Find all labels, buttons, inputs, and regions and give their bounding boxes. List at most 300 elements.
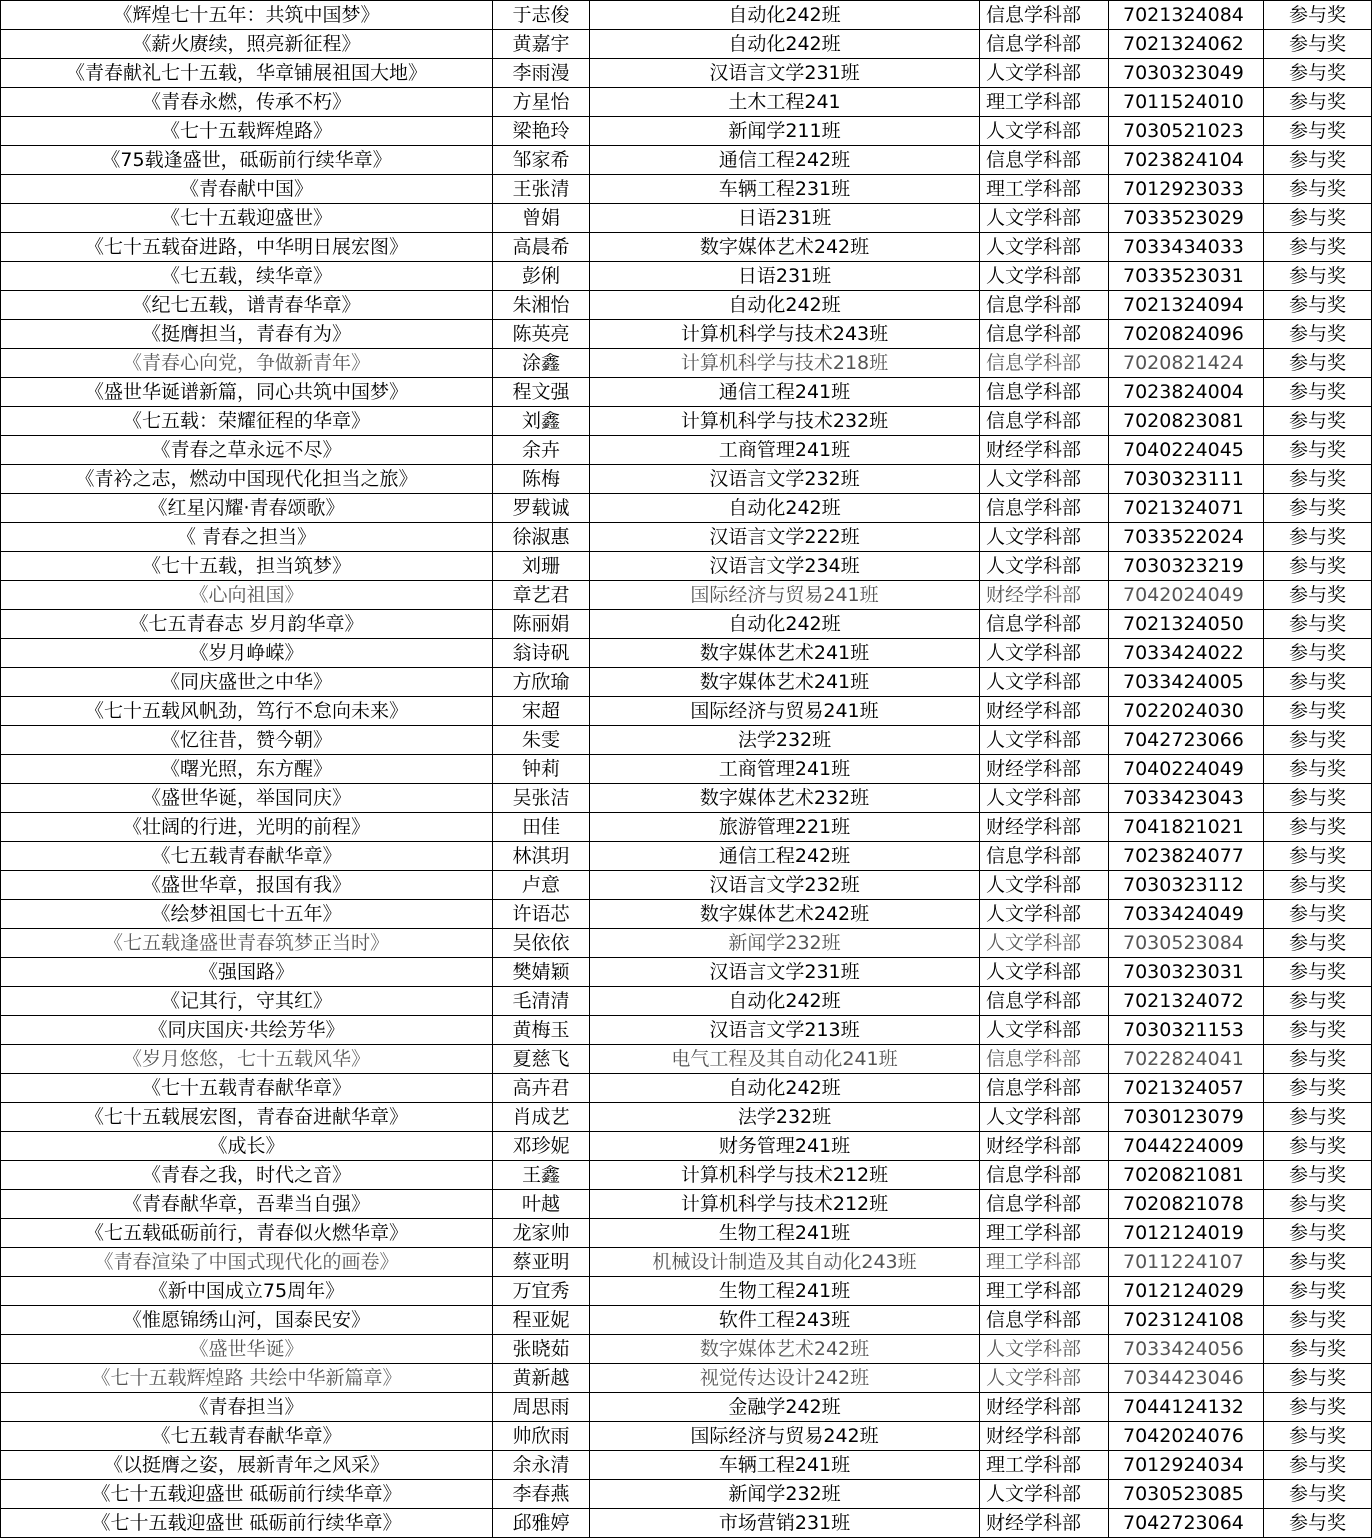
department-cell[interactable]: 财经学科部: [980, 813, 1109, 842]
student-name-cell[interactable]: 黄新越: [493, 1364, 590, 1393]
class-cell[interactable]: 计算机科学与技术218班: [590, 349, 980, 378]
work-title-cell[interactable]: 《七十五载奋进路，中华明日展宏图》: [1, 233, 493, 262]
class-cell[interactable]: 计算机科学与技术232班: [590, 407, 980, 436]
department-cell[interactable]: 信息学科部: [980, 407, 1109, 436]
class-cell[interactable]: 自动化242班: [590, 291, 980, 320]
student-name-cell[interactable]: 方星怡: [493, 88, 590, 117]
student-name-cell[interactable]: 宋超: [493, 697, 590, 726]
award-cell[interactable]: 参与奖: [1264, 1132, 1372, 1161]
department-cell[interactable]: 信息学科部: [980, 349, 1109, 378]
department-cell[interactable]: 财经学科部: [980, 1132, 1109, 1161]
award-cell[interactable]: 参与奖: [1264, 784, 1372, 813]
award-cell[interactable]: 参与奖: [1264, 1451, 1372, 1480]
student-id-cell[interactable]: 7021324084: [1109, 1, 1264, 30]
student-name-cell[interactable]: 肖成艺: [493, 1103, 590, 1132]
student-id-cell[interactable]: 7011524010: [1109, 88, 1264, 117]
work-title-cell[interactable]: 《青春心向党，争做新青年》: [1, 349, 493, 378]
student-id-cell[interactable]: 7033523031: [1109, 262, 1264, 291]
class-cell[interactable]: 数字媒体艺术241班: [590, 668, 980, 697]
class-cell[interactable]: 数字媒体艺术232班: [590, 784, 980, 813]
department-cell[interactable]: 信息学科部: [980, 494, 1109, 523]
department-cell[interactable]: 信息学科部: [980, 378, 1109, 407]
award-cell[interactable]: 参与奖: [1264, 871, 1372, 900]
work-title-cell[interactable]: 《 青春之担当》: [1, 523, 493, 552]
student-id-cell[interactable]: 7042024049: [1109, 581, 1264, 610]
award-cell[interactable]: 参与奖: [1264, 1422, 1372, 1451]
award-cell[interactable]: 参与奖: [1264, 1103, 1372, 1132]
class-cell[interactable]: 旅游管理221班: [590, 813, 980, 842]
student-id-cell[interactable]: 7041821021: [1109, 813, 1264, 842]
student-name-cell[interactable]: 程亚妮: [493, 1306, 590, 1335]
department-cell[interactable]: 人文学科部: [980, 726, 1109, 755]
class-cell[interactable]: 国际经济与贸易241班: [590, 581, 980, 610]
student-id-cell[interactable]: 7033522024: [1109, 523, 1264, 552]
work-title-cell[interactable]: 《岁月悠悠，七十五载风华》: [1, 1045, 493, 1074]
department-cell[interactable]: 信息学科部: [980, 1190, 1109, 1219]
class-cell[interactable]: 通信工程241班: [590, 378, 980, 407]
department-cell[interactable]: 理工学科部: [980, 1248, 1109, 1277]
student-name-cell[interactable]: 钟莉: [493, 755, 590, 784]
department-cell[interactable]: 理工学科部: [980, 1277, 1109, 1306]
class-cell[interactable]: 汉语言文学232班: [590, 871, 980, 900]
student-name-cell[interactable]: 黄嘉宇: [493, 30, 590, 59]
student-id-cell[interactable]: 7033523029: [1109, 204, 1264, 233]
student-id-cell[interactable]: 7022024030: [1109, 697, 1264, 726]
student-id-cell[interactable]: 7033434033: [1109, 233, 1264, 262]
department-cell[interactable]: 人文学科部: [980, 233, 1109, 262]
student-name-cell[interactable]: 李雨漫: [493, 59, 590, 88]
student-name-cell[interactable]: 黄梅玉: [493, 1016, 590, 1045]
work-title-cell[interactable]: 《新中国成立75周年》: [1, 1277, 493, 1306]
student-id-cell[interactable]: 7033424022: [1109, 639, 1264, 668]
student-name-cell[interactable]: 余卉: [493, 436, 590, 465]
award-cell[interactable]: 参与奖: [1264, 552, 1372, 581]
award-cell[interactable]: 参与奖: [1264, 1480, 1372, 1509]
department-cell[interactable]: 理工学科部: [980, 88, 1109, 117]
award-cell[interactable]: 参与奖: [1264, 523, 1372, 552]
work-title-cell[interactable]: 《忆往昔，赞今朝》: [1, 726, 493, 755]
work-title-cell[interactable]: 《心向祖国》: [1, 581, 493, 610]
department-cell[interactable]: 人文学科部: [980, 262, 1109, 291]
department-cell[interactable]: 信息学科部: [980, 30, 1109, 59]
award-cell[interactable]: 参与奖: [1264, 581, 1372, 610]
student-name-cell[interactable]: 曾娟: [493, 204, 590, 233]
student-id-cell[interactable]: 7021324071: [1109, 494, 1264, 523]
student-id-cell[interactable]: 7044224009: [1109, 1132, 1264, 1161]
award-cell[interactable]: 参与奖: [1264, 233, 1372, 262]
class-cell[interactable]: 自动化242班: [590, 987, 980, 1016]
work-title-cell[interactable]: 《绘梦祖国七十五年》: [1, 900, 493, 929]
student-id-cell[interactable]: 7023824004: [1109, 378, 1264, 407]
class-cell[interactable]: 通信工程242班: [590, 842, 980, 871]
work-title-cell[interactable]: 《青春献华章，吾辈当自强》: [1, 1190, 493, 1219]
student-id-cell[interactable]: 7023824077: [1109, 842, 1264, 871]
student-name-cell[interactable]: 方欣瑜: [493, 668, 590, 697]
work-title-cell[interactable]: 《七五青春志 岁月韵华章》: [1, 610, 493, 639]
class-cell[interactable]: 汉语言文学222班: [590, 523, 980, 552]
student-name-cell[interactable]: 程文强: [493, 378, 590, 407]
student-id-cell[interactable]: 7012124029: [1109, 1277, 1264, 1306]
student-id-cell[interactable]: 7023824104: [1109, 146, 1264, 175]
award-cell[interactable]: 参与奖: [1264, 900, 1372, 929]
student-id-cell[interactable]: 7033424049: [1109, 900, 1264, 929]
award-cell[interactable]: 参与奖: [1264, 204, 1372, 233]
work-title-cell[interactable]: 《七十五载，担当筑梦》: [1, 552, 493, 581]
class-cell[interactable]: 自动化242班: [590, 1074, 980, 1103]
award-cell[interactable]: 参与奖: [1264, 610, 1372, 639]
department-cell[interactable]: 人文学科部: [980, 784, 1109, 813]
student-name-cell[interactable]: 章艺君: [493, 581, 590, 610]
award-cell[interactable]: 参与奖: [1264, 146, 1372, 175]
award-cell[interactable]: 参与奖: [1264, 175, 1372, 204]
student-id-cell[interactable]: 7021324062: [1109, 30, 1264, 59]
student-id-cell[interactable]: 7020821424: [1109, 349, 1264, 378]
student-name-cell[interactable]: 翁诗矾: [493, 639, 590, 668]
department-cell[interactable]: 信息学科部: [980, 291, 1109, 320]
student-id-cell[interactable]: 7030123079: [1109, 1103, 1264, 1132]
department-cell[interactable]: 信息学科部: [980, 987, 1109, 1016]
award-cell[interactable]: 参与奖: [1264, 262, 1372, 291]
student-name-cell[interactable]: 朱雯: [493, 726, 590, 755]
student-id-cell[interactable]: 7042723066: [1109, 726, 1264, 755]
student-id-cell[interactable]: 7030521023: [1109, 117, 1264, 146]
class-cell[interactable]: 自动化242班: [590, 494, 980, 523]
department-cell[interactable]: 人文学科部: [980, 204, 1109, 233]
work-title-cell[interactable]: 《七十五载展宏图，青春奋进献华章》: [1, 1103, 493, 1132]
department-cell[interactable]: 人文学科部: [980, 465, 1109, 494]
student-id-cell[interactable]: 7030323031: [1109, 958, 1264, 987]
department-cell[interactable]: 理工学科部: [980, 175, 1109, 204]
award-cell[interactable]: 参与奖: [1264, 1, 1372, 30]
department-cell[interactable]: 信息学科部: [980, 146, 1109, 175]
class-cell[interactable]: 生物工程241班: [590, 1277, 980, 1306]
work-title-cell[interactable]: 《盛世华诞谱新篇，同心共筑中国梦》: [1, 378, 493, 407]
work-title-cell[interactable]: 《75载逢盛世，砥砺前行续华章》: [1, 146, 493, 175]
student-name-cell[interactable]: 陈梅: [493, 465, 590, 494]
award-cell[interactable]: 参与奖: [1264, 1364, 1372, 1393]
student-name-cell[interactable]: 邹家希: [493, 146, 590, 175]
work-title-cell[interactable]: 《惟愿锦绣山河，国泰民安》: [1, 1306, 493, 1335]
work-title-cell[interactable]: 《七五载青春献华章》: [1, 1422, 493, 1451]
student-name-cell[interactable]: 蔡亚明: [493, 1248, 590, 1277]
department-cell[interactable]: 信息学科部: [980, 1161, 1109, 1190]
department-cell[interactable]: 人文学科部: [980, 552, 1109, 581]
student-name-cell[interactable]: 许语芯: [493, 900, 590, 929]
student-name-cell[interactable]: 刘珊: [493, 552, 590, 581]
work-title-cell[interactable]: 《七五载青春献华章》: [1, 842, 493, 871]
department-cell[interactable]: 人文学科部: [980, 668, 1109, 697]
student-name-cell[interactable]: 余永清: [493, 1451, 590, 1480]
work-title-cell[interactable]: 《青春之草永远不尽》: [1, 436, 493, 465]
student-name-cell[interactable]: 张晓茹: [493, 1335, 590, 1364]
student-name-cell[interactable]: 叶越: [493, 1190, 590, 1219]
award-cell[interactable]: 参与奖: [1264, 1335, 1372, 1364]
class-cell[interactable]: 数字媒体艺术242班: [590, 1335, 980, 1364]
class-cell[interactable]: 工商管理241班: [590, 755, 980, 784]
class-cell[interactable]: 新闻学232班: [590, 1480, 980, 1509]
student-id-cell[interactable]: 7040224049: [1109, 755, 1264, 784]
class-cell[interactable]: 国际经济与贸易241班: [590, 697, 980, 726]
department-cell[interactable]: 人文学科部: [980, 1103, 1109, 1132]
work-title-cell[interactable]: 《青春献礼七十五载，华章铺展祖国大地》: [1, 59, 493, 88]
student-id-cell[interactable]: 7030323049: [1109, 59, 1264, 88]
class-cell[interactable]: 计算机科学与技术243班: [590, 320, 980, 349]
student-id-cell[interactable]: 7021324072: [1109, 987, 1264, 1016]
class-cell[interactable]: 汉语言文学213班: [590, 1016, 980, 1045]
department-cell[interactable]: 财经学科部: [980, 755, 1109, 784]
department-cell[interactable]: 理工学科部: [980, 1219, 1109, 1248]
class-cell[interactable]: 日语231班: [590, 204, 980, 233]
award-cell[interactable]: 参与奖: [1264, 1074, 1372, 1103]
class-cell[interactable]: 土木工程241: [590, 88, 980, 117]
class-cell[interactable]: 汉语言文学232班: [590, 465, 980, 494]
student-name-cell[interactable]: 梁艳玲: [493, 117, 590, 146]
department-cell[interactable]: 信息学科部: [980, 1074, 1109, 1103]
department-cell[interactable]: 人文学科部: [980, 1016, 1109, 1045]
student-id-cell[interactable]: 7030321153: [1109, 1016, 1264, 1045]
class-cell[interactable]: 金融学242班: [590, 1393, 980, 1422]
student-id-cell[interactable]: 7023124108: [1109, 1306, 1264, 1335]
student-id-cell[interactable]: 7022824041: [1109, 1045, 1264, 1074]
work-title-cell[interactable]: 《青春献中国》: [1, 175, 493, 204]
award-cell[interactable]: 参与奖: [1264, 1045, 1372, 1074]
student-id-cell[interactable]: 7034423046: [1109, 1364, 1264, 1393]
student-id-cell[interactable]: 7030323219: [1109, 552, 1264, 581]
department-cell[interactable]: 人文学科部: [980, 639, 1109, 668]
student-id-cell[interactable]: 7020824096: [1109, 320, 1264, 349]
class-cell[interactable]: 法学232班: [590, 1103, 980, 1132]
student-name-cell[interactable]: 龙家帅: [493, 1219, 590, 1248]
student-id-cell[interactable]: 7044124132: [1109, 1393, 1264, 1422]
student-id-cell[interactable]: 7021324057: [1109, 1074, 1264, 1103]
student-name-cell[interactable]: 刘鑫: [493, 407, 590, 436]
student-name-cell[interactable]: 樊婧颖: [493, 958, 590, 987]
class-cell[interactable]: 工商管理241班: [590, 436, 980, 465]
work-title-cell[interactable]: 《七十五载青春献华章》: [1, 1074, 493, 1103]
work-title-cell[interactable]: 《盛世华诞》: [1, 1335, 493, 1364]
student-name-cell[interactable]: 田佳: [493, 813, 590, 842]
department-cell[interactable]: 信息学科部: [980, 1, 1109, 30]
student-id-cell[interactable]: 7021324094: [1109, 291, 1264, 320]
department-cell[interactable]: 人文学科部: [980, 117, 1109, 146]
class-cell[interactable]: 自动化242班: [590, 30, 980, 59]
department-cell[interactable]: 信息学科部: [980, 1045, 1109, 1074]
student-name-cell[interactable]: 帅欣雨: [493, 1422, 590, 1451]
student-name-cell[interactable]: 吴张洁: [493, 784, 590, 813]
award-cell[interactable]: 参与奖: [1264, 1306, 1372, 1335]
work-title-cell[interactable]: 《盛世华诞，举国同庆》: [1, 784, 493, 813]
class-cell[interactable]: 机械设计制造及其自动化243班: [590, 1248, 980, 1277]
award-cell[interactable]: 参与奖: [1264, 1248, 1372, 1277]
department-cell[interactable]: 财经学科部: [980, 436, 1109, 465]
award-cell[interactable]: 参与奖: [1264, 465, 1372, 494]
student-id-cell[interactable]: 7030323112: [1109, 871, 1264, 900]
work-title-cell[interactable]: 《七十五载迎盛世》: [1, 204, 493, 233]
award-cell[interactable]: 参与奖: [1264, 987, 1372, 1016]
class-cell[interactable]: 自动化242班: [590, 610, 980, 639]
award-cell[interactable]: 参与奖: [1264, 349, 1372, 378]
class-cell[interactable]: 视觉传达设计242班: [590, 1364, 980, 1393]
student-name-cell[interactable]: 高晨希: [493, 233, 590, 262]
work-title-cell[interactable]: 《青春永燃，传承不朽》: [1, 88, 493, 117]
student-id-cell[interactable]: 7020823081: [1109, 407, 1264, 436]
work-title-cell[interactable]: 《青春渲染了中国式现代化的画卷》: [1, 1248, 493, 1277]
work-title-cell[interactable]: 《青春担当》: [1, 1393, 493, 1422]
student-name-cell[interactable]: 高卉君: [493, 1074, 590, 1103]
work-title-cell[interactable]: 《强国路》: [1, 958, 493, 987]
department-cell[interactable]: 理工学科部: [980, 1451, 1109, 1480]
class-cell[interactable]: 电气工程及其自动化241班: [590, 1045, 980, 1074]
class-cell[interactable]: 市场营销231班: [590, 1509, 980, 1538]
student-name-cell[interactable]: 彭俐: [493, 262, 590, 291]
class-cell[interactable]: 数字媒体艺术241班: [590, 639, 980, 668]
award-cell[interactable]: 参与奖: [1264, 639, 1372, 668]
student-name-cell[interactable]: 于志俊: [493, 1, 590, 30]
class-cell[interactable]: 汉语言文学231班: [590, 59, 980, 88]
award-cell[interactable]: 参与奖: [1264, 436, 1372, 465]
student-name-cell[interactable]: 周思雨: [493, 1393, 590, 1422]
award-cell[interactable]: 参与奖: [1264, 88, 1372, 117]
work-title-cell[interactable]: 《同庆盛世之中华》: [1, 668, 493, 697]
class-cell[interactable]: 数字媒体艺术242班: [590, 233, 980, 262]
department-cell[interactable]: 财经学科部: [980, 581, 1109, 610]
department-cell[interactable]: 信息学科部: [980, 320, 1109, 349]
student-id-cell[interactable]: 7033424005: [1109, 668, 1264, 697]
work-title-cell[interactable]: 《以挺膺之姿，展新青年之风采》: [1, 1451, 493, 1480]
department-cell[interactable]: 人文学科部: [980, 1480, 1109, 1509]
award-cell[interactable]: 参与奖: [1264, 1219, 1372, 1248]
class-cell[interactable]: 国际经济与贸易242班: [590, 1422, 980, 1451]
department-cell[interactable]: 人文学科部: [980, 871, 1109, 900]
student-id-cell[interactable]: 7033423043: [1109, 784, 1264, 813]
work-title-cell[interactable]: 《七十五载风帆劲，笃行不怠向未来》: [1, 697, 493, 726]
work-title-cell[interactable]: 《青春之我，时代之音》: [1, 1161, 493, 1190]
award-cell[interactable]: 参与奖: [1264, 697, 1372, 726]
work-title-cell[interactable]: 《七五载：荣耀征程的华章》: [1, 407, 493, 436]
work-title-cell[interactable]: 《七五载砥砺前行，青春似火燃华章》: [1, 1219, 493, 1248]
class-cell[interactable]: 法学232班: [590, 726, 980, 755]
class-cell[interactable]: 数字媒体艺术242班: [590, 900, 980, 929]
student-name-cell[interactable]: 吴依依: [493, 929, 590, 958]
student-id-cell[interactable]: 7011224107: [1109, 1248, 1264, 1277]
department-cell[interactable]: 人文学科部: [980, 900, 1109, 929]
award-cell[interactable]: 参与奖: [1264, 1016, 1372, 1045]
class-cell[interactable]: 财务管理241班: [590, 1132, 980, 1161]
work-title-cell[interactable]: 《七十五载迎盛世 砥砺前行续华章》: [1, 1509, 493, 1538]
student-name-cell[interactable]: 徐淑惠: [493, 523, 590, 552]
class-cell[interactable]: 计算机科学与技术212班: [590, 1190, 980, 1219]
department-cell[interactable]: 信息学科部: [980, 842, 1109, 871]
student-id-cell[interactable]: 7033424056: [1109, 1335, 1264, 1364]
work-title-cell[interactable]: 《七十五载辉煌路 共绘中华新篇章》: [1, 1364, 493, 1393]
student-name-cell[interactable]: 邱雅婷: [493, 1509, 590, 1538]
award-cell[interactable]: 参与奖: [1264, 726, 1372, 755]
student-name-cell[interactable]: 王张清: [493, 175, 590, 204]
work-title-cell[interactable]: 《七五载，续华章》: [1, 262, 493, 291]
department-cell[interactable]: 信息学科部: [980, 1306, 1109, 1335]
student-id-cell[interactable]: 7012923033: [1109, 175, 1264, 204]
student-id-cell[interactable]: 7042723064: [1109, 1509, 1264, 1538]
department-cell[interactable]: 信息学科部: [980, 610, 1109, 639]
work-title-cell[interactable]: 《岁月峥嵘》: [1, 639, 493, 668]
award-cell[interactable]: 参与奖: [1264, 1190, 1372, 1219]
student-name-cell[interactable]: 罗载诚: [493, 494, 590, 523]
work-title-cell[interactable]: 《七五载逢盛世青春筑梦正当时》: [1, 929, 493, 958]
award-cell[interactable]: 参与奖: [1264, 378, 1372, 407]
department-cell[interactable]: 人文学科部: [980, 59, 1109, 88]
award-cell[interactable]: 参与奖: [1264, 320, 1372, 349]
award-cell[interactable]: 参与奖: [1264, 117, 1372, 146]
class-cell[interactable]: 新闻学211班: [590, 117, 980, 146]
award-cell[interactable]: 参与奖: [1264, 291, 1372, 320]
work-title-cell[interactable]: 《青衿之志，燃动中国现代化担当之旅》: [1, 465, 493, 494]
class-cell[interactable]: 汉语言文学231班: [590, 958, 980, 987]
class-cell[interactable]: 计算机科学与技术212班: [590, 1161, 980, 1190]
student-name-cell[interactable]: 夏慈飞: [493, 1045, 590, 1074]
work-title-cell[interactable]: 《挺膺担当，青春有为》: [1, 320, 493, 349]
student-name-cell[interactable]: 王鑫: [493, 1161, 590, 1190]
award-cell[interactable]: 参与奖: [1264, 1393, 1372, 1422]
award-cell[interactable]: 参与奖: [1264, 813, 1372, 842]
department-cell[interactable]: 财经学科部: [980, 697, 1109, 726]
class-cell[interactable]: 车辆工程241班: [590, 1451, 980, 1480]
department-cell[interactable]: 人文学科部: [980, 1364, 1109, 1393]
award-cell[interactable]: 参与奖: [1264, 755, 1372, 784]
award-cell[interactable]: 参与奖: [1264, 929, 1372, 958]
work-title-cell[interactable]: 《红星闪耀·青春颂歌》: [1, 494, 493, 523]
department-cell[interactable]: 财经学科部: [980, 1422, 1109, 1451]
award-cell[interactable]: 参与奖: [1264, 1509, 1372, 1538]
student-id-cell[interactable]: 7012924034: [1109, 1451, 1264, 1480]
department-cell[interactable]: 财经学科部: [980, 1509, 1109, 1538]
work-title-cell[interactable]: 《薪火赓续，照亮新征程》: [1, 30, 493, 59]
department-cell[interactable]: 人文学科部: [980, 958, 1109, 987]
work-title-cell[interactable]: 《盛世华章，报国有我》: [1, 871, 493, 900]
student-name-cell[interactable]: 李春燕: [493, 1480, 590, 1509]
student-name-cell[interactable]: 毛清清: [493, 987, 590, 1016]
student-id-cell[interactable]: 7021324050: [1109, 610, 1264, 639]
class-cell[interactable]: 新闻学232班: [590, 929, 980, 958]
work-title-cell[interactable]: 《成长》: [1, 1132, 493, 1161]
work-title-cell[interactable]: 《纪七五载，谱青春华章》: [1, 291, 493, 320]
student-id-cell[interactable]: 7012124019: [1109, 1219, 1264, 1248]
award-cell[interactable]: 参与奖: [1264, 1161, 1372, 1190]
class-cell[interactable]: 日语231班: [590, 262, 980, 291]
student-id-cell[interactable]: 7020821078: [1109, 1190, 1264, 1219]
award-cell[interactable]: 参与奖: [1264, 59, 1372, 88]
award-cell[interactable]: 参与奖: [1264, 668, 1372, 697]
class-cell[interactable]: 车辆工程231班: [590, 175, 980, 204]
student-id-cell[interactable]: 7030523085: [1109, 1480, 1264, 1509]
award-cell[interactable]: 参与奖: [1264, 30, 1372, 59]
work-title-cell[interactable]: 《曙光照，东方醒》: [1, 755, 493, 784]
student-id-cell[interactable]: 7030523084: [1109, 929, 1264, 958]
student-id-cell[interactable]: 7020821081: [1109, 1161, 1264, 1190]
student-name-cell[interactable]: 陈英亮: [493, 320, 590, 349]
work-title-cell[interactable]: 《记其行，守其红》: [1, 987, 493, 1016]
work-title-cell[interactable]: 《七十五载辉煌路》: [1, 117, 493, 146]
department-cell[interactable]: 人文学科部: [980, 1335, 1109, 1364]
student-name-cell[interactable]: 卢意: [493, 871, 590, 900]
class-cell[interactable]: 自动化242班: [590, 1, 980, 30]
student-name-cell[interactable]: 林淇玥: [493, 842, 590, 871]
award-cell[interactable]: 参与奖: [1264, 1277, 1372, 1306]
class-cell[interactable]: 软件工程243班: [590, 1306, 980, 1335]
student-id-cell[interactable]: 7030323111: [1109, 465, 1264, 494]
class-cell[interactable]: 汉语言文学234班: [590, 552, 980, 581]
class-cell[interactable]: 生物工程241班: [590, 1219, 980, 1248]
student-name-cell[interactable]: 陈丽娟: [493, 610, 590, 639]
